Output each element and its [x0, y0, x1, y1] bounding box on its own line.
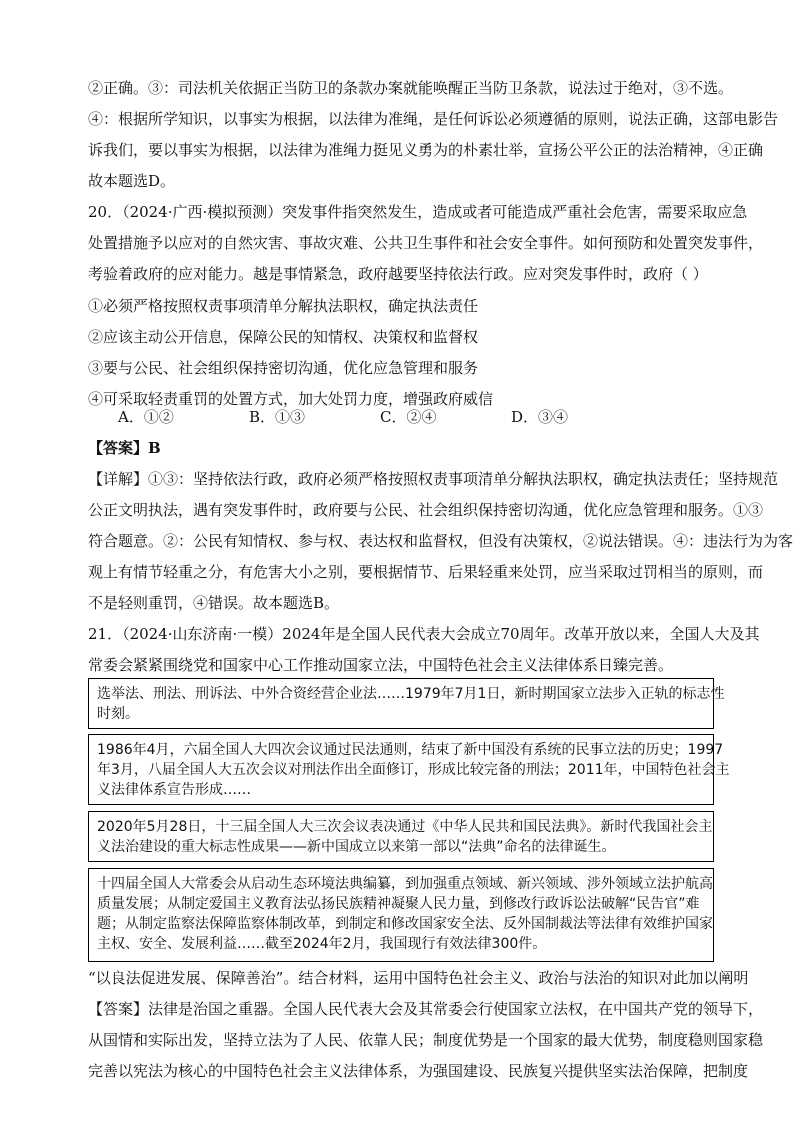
q21-answer-line-1: 【答案】法律是治国之重器。全国人民代表大会及其常委会行使国家立法权，在中国共产党的领导下，: [88, 1000, 764, 1018]
q20-options: [118, 407, 678, 427]
q20-statement-3: ③要与公民、社会组织保持密切沟通，优化应急管理和服务: [88, 359, 479, 377]
material-box-3: [88, 811, 714, 862]
material-box-2: [88, 734, 730, 805]
q20-stem-line-1: 20．（2024·广西·模拟预测）突发事件指突然发生，造成或者可能造成严重社会危害，需要采取应急: [88, 203, 748, 221]
material-1-line: 时刻。: [97, 706, 139, 722]
q20-statement-1: ①必须严格按照权责事项清单分解执法职权，确定执法责任: [88, 297, 479, 315]
prev-answer-line-2: ④：根据所学知识，以事实为根据，以法律为准绳，是任何诉讼必须遵循的原则，说法正确，这部电影告: [88, 110, 779, 128]
material-2-line: 义法律体系宣告形成……: [97, 782, 251, 798]
prev-answer-line-1: ②正确。③：司法机关依据正当防卫的条款办案就能唤醒正当防卫条款，说法过于绝对，③不选。: [88, 79, 734, 97]
q20-statement-2: ②应该主动公开信息，保障公民的知情权、决策权和监督权: [88, 328, 479, 346]
material-4-line: 十四届全国人大常委会从启动生态环境法典编纂，到加强重点领域、新兴领域、涉外领域立法护航高: [97, 876, 713, 892]
prev-answer-line-3: 诉我们，要以事实为根据，以法律为准绳力挺见义勇为的朴素壮举，宣扬公平公正的法治精神，④正确: [88, 141, 764, 159]
material-2-line: 年3月，八届全国人大五次会议对刑法作出全面修订，形成比较完备的刑法；2011年，中国特色社会主: [97, 762, 730, 778]
option-c: C．②④: [380, 408, 437, 426]
q20-detail-line-3: 符合题意。②：公民有知情权、参与权、表达权和监督权，但没有决策权，②说法错误。④：违法行为为客: [88, 532, 794, 550]
option-d: D．③④: [511, 408, 569, 426]
option-b: B．①③: [249, 408, 306, 426]
material-box-1: [88, 678, 725, 729]
q20-statement-4: ④可采取轻责重罚的处置方式，加大处罚力度，增强政府威信: [88, 390, 494, 408]
q20-detail-line-4: 观上有情节轻重之分，有危害大小之别，要根据情节、后果轻重来处罚，应当采取过罚相当的原则，而: [88, 563, 764, 581]
prev-answer-line-4: 故本题选D。: [88, 172, 176, 190]
q20-answer: 【答案】B: [88, 439, 161, 457]
q20-stem-line-2: 处置措施予以应对的自然灾害、事故灾难、公共卫生事件和社会安全事件。如何预防和处置突发事件，: [88, 234, 764, 252]
q20-detail-line-5: 不是轻则重罚，④错误。故本题选B。: [88, 594, 340, 612]
q21-stem-line-1: 21．（2024·山东济南·一模）2024年是全国人民代表大会成立70周年。改革开放以来，全国人大及其: [88, 625, 760, 643]
material-3-line: 2020年5月28日，十三届全国人大三次会议表决通过《中华人民共和国民法典》。新时代我国社会主: [97, 819, 713, 835]
material-1-line: 选举法、刑法、刑诉法、中外合资经营企业法……1979年7月1日，新时期国家立法步入正轨的标志性: [97, 686, 725, 702]
q20-detail-line-1: 【详解】①③：坚持依法行政，政府必须严格按照权责事项清单分解执法职权，确定执法责任；坚持规范: [88, 470, 779, 488]
material-2-line: 1986年4月，六届全国人大四次会议通过民法通则，结束了新中国没有系统的民事立法的历史；1997: [97, 742, 724, 758]
material-box-4: [88, 868, 714, 962]
q20-detail-line-2: 公正文明执法，遇有突发事件时，政府要与公民、社会组织保持密切沟通，优化应急管理和服务。①③: [88, 501, 764, 519]
option-a: A．①②: [118, 408, 174, 426]
q21-answer-line-3: 完善以宪法为核心的中国特色社会主义法律体系，为强国建设、民族复兴提供坚实法治保障，把制度: [88, 1062, 749, 1080]
q21-prompt: “以良法促进发展、保障善治”。结合材料，运用中国特色社会主义、政治与法治的知识对此加以阐明: [88, 969, 749, 987]
material-4-line: 题；从制定监察法保障监察体制改革，到制定和修改国家安全法、反外国制裁法等法律有效维护国家: [97, 916, 713, 932]
material-4-line: 主权、安全、发展利益……截至2024年2月，我国现行有效法律300件。: [97, 936, 547, 952]
q20-stem-line-3: 考验着政府的应对能力。越是事情紧急，政府越要坚持依法行政。应对突发事件时，政府（ ）: [88, 265, 708, 283]
q21-answer-line-2: 从国情和实际出发，坚持立法为了人民、依靠人民；制度优势是一个国家的最大优势，制度稳则国家稳: [88, 1031, 764, 1049]
material-3-line: 义法治建设的重大标志性成果——新中国成立以来第一部以“法典”命名的法律诞生。: [97, 839, 616, 855]
material-4-line: 质量发展；从制定爱国主义教育法弘扬民族精神凝聚人民力量，到修改行政诉讼法破解“民告官”难: [97, 896, 700, 912]
q21-stem-line-2: 常委会紧紧围绕党和国家中心工作推动国家立法，中国特色社会主义法律体系日臻完善。: [88, 656, 674, 674]
